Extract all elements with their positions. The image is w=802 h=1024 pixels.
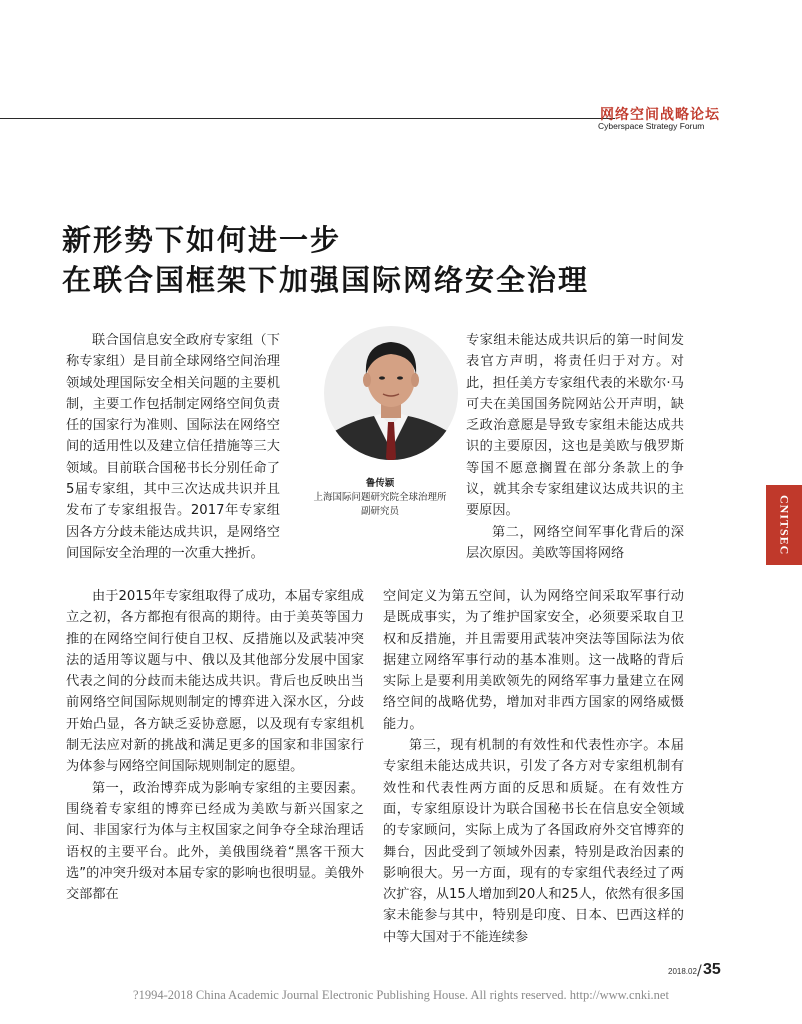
body-col2-full: [383, 586, 684, 948]
author-position: 副研究员: [360, 506, 399, 517]
paragraph: 第三，现有机制的有效性和代表性亦字。本届专家组未能达成共识，引发了各方对专家组机制有效性和代表性两方面的反思和质疑。在有效性方面，专家组原设计为联合国秘书长在信息安全领域的专家顾问，实际上成为了各国政府外交官博弈的舞台，因此受到了领域外因素，特别是政治因素的影响很大。另一方面，现有的专家组代表经过了两次扩容，从15人增加到20人和25人，依然有很多国家未能参与其中，特别是印度、日本、巴西这样的中等大国对于不能连续参: [383, 738, 684, 945]
header-rule: [0, 118, 615, 119]
article-title-line1: 新形势下如何进一步: [62, 223, 342, 257]
copyright-notice: ?1994-2018 China Academic Journal Electronic Publishing House. All rights reserved. http://www.cnki.net: [133, 988, 669, 1002]
body-col2-top: [466, 330, 684, 564]
section-side-tab: [766, 485, 802, 565]
issue-date: 2018.02: [668, 967, 697, 976]
author-photo: [322, 318, 460, 468]
paragraph: 联合国信息安全政府专家组（下称专家组）是目前全球网络空间治理领域处理国际安全相关问题的主要机制，主要工作包括制定网络空间负责任的国家行为准则、国际法在网络空间的适用性以及建立信任措施等三大领域。目前联合国秘书长分别任命了5届专家组，其中三次达成共识并且发布了专家组报告。2017年专家组因各方分歧未能达成共识，是网络空间国际安全治理的一次重大挫折。: [66, 333, 280, 561]
side-tab-label: CNITSEC: [777, 494, 792, 556]
paragraph: 由于2015年专家组取得了成功，本届专家组成立之初，各方都抱有很高的期待。由于美英等国力推的在网络空间行使自卫权、反措施以及武装冲突法的适用等议题与中、俄以及其他部分发展中国家代表之间的分歧而未能达成共识。背后也反映出当前网络空间国际规则制定的博弈进入深水区，分歧开始凸显，各方缺乏妥协意愿，以及现有专家组机制无法应对新的挑战和满足更多的国家和非国家行为体参与网络空间国际规则制定的愿望。: [66, 589, 364, 775]
footer-separator: /: [697, 963, 702, 979]
forum-title-cn: 网络空间战略论坛: [600, 107, 720, 123]
page-number: 35: [703, 961, 721, 978]
author-name: 鲁传颖: [365, 478, 395, 489]
portrait-illustration: [322, 318, 460, 468]
paragraph: 第二，网络空间军事化背后的深层次原因。美欧等国将网络: [466, 524, 684, 561]
paragraph: 空间定义为第五空间，认为网络空间采取军事行动是既成事实，为了维护国家安全，必须要采取自卫权和反措施，并且需要用武装冲突法等国际法为依据建立网络军事行动的基本准则。这一战略的背后实际上是要利用美欧领先的网络军事力量建立在网络空间的战略优势，增加对非西方国家的网络威慑能力。: [383, 589, 684, 732]
article-title-line2: 在联合国框架下加强国际网络安全治理: [62, 263, 590, 297]
body-col1-intro: [66, 330, 280, 564]
author-affiliation: 上海国际问题研究院全球治理所: [313, 492, 447, 503]
paragraph: 第一，政治博弈成为影响专家组的主要因素。围绕着专家组的博弈已经成为美欧与新兴国家之间、非国家行为体与主权国家之间争夺全球治理话语权的主要平台。此外，美俄围绕着“黑客干预大选”的冲突升级对本届专家的影响也很明显。美俄外交部都在: [66, 780, 364, 903]
paragraph: 专家组未能达成共识后的第一时间发表官方声明，将责任归于对方。对此，担任美方专家组代表的米歇尔·马可夫在美国国务院网站公开声明，缺乏政治意愿是导致专家组未能达成共识的主要原因，这也是美欧与俄罗斯等国不愿意搁置在部分条款上的争议，就其余专家组建议达成共识的主要原因。: [466, 333, 684, 519]
author-caption: [295, 477, 465, 519]
body-col1-full: [66, 586, 364, 905]
forum-title-en: Cyberspace Strategy Forum: [598, 121, 705, 131]
